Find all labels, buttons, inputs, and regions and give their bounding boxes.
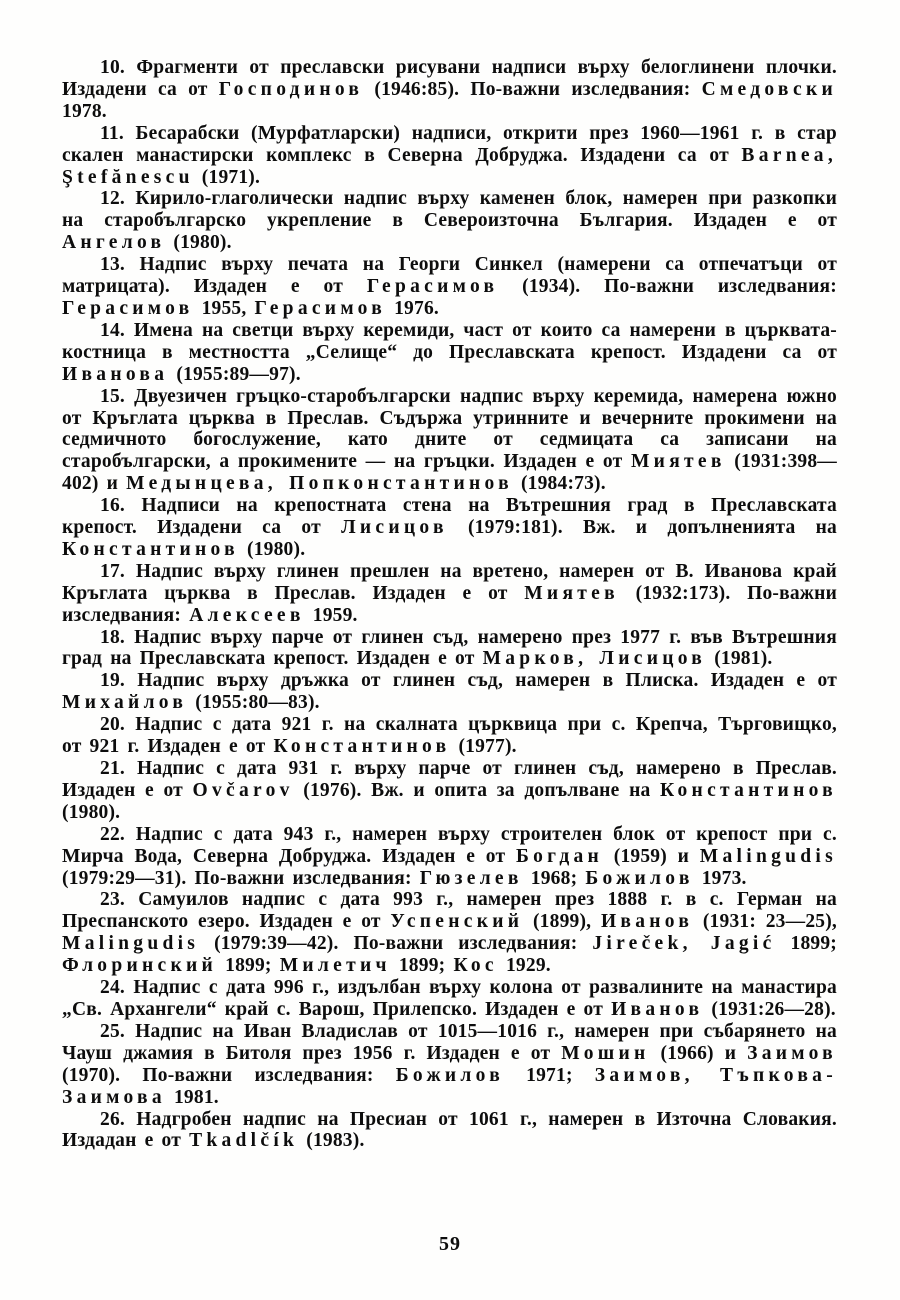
entry-text: (1980). — [238, 538, 306, 560]
entry-text: Надпис с дата 943 г., намерен върху строителен блок от крепост при с. Мирча Вода, Северна Добруджа. Издаден е от — [62, 823, 837, 867]
entry-number: 11. — [100, 122, 136, 144]
bibliography-entry — [62, 889, 837, 977]
author-name: Гюзелев — [419, 867, 523, 889]
entry-text: (1979:181). Вж. и допълненията на — [447, 517, 837, 539]
bibliography-entry — [62, 57, 837, 123]
entry-text: Надпис върху парче от глинен съд, намерено през 1977 г. във Вътрешния град на Преславската крепост. Издаден е от — [62, 626, 837, 670]
entry-text: Надгробен надпис на Пресиан от 1061 г., намерен в Източна Словакия. Издадан е от — [62, 1108, 837, 1152]
entry-text: (1984:73). — [512, 473, 606, 495]
entry-text: Самуилов надпис с дата 993 г., намерен през 1888 г. в с. Герман на Преспанското езеро. Издаден е от — [62, 889, 837, 933]
entry-text: (1976). Вж. и опита за допълване на — [293, 779, 661, 801]
author-name: Malingudis — [62, 933, 200, 955]
author-name: Герасимов — [254, 297, 387, 319]
author-name: Кос — [453, 955, 498, 977]
entry-text: Надписи на крепостната стена на Вътрешния град в Преславската крепост. Издадени са от — [62, 495, 837, 539]
entry-text: Надпис върху глинен прешлен на вретено, намерен от В. Иванова край Кръглата църква в Преслав. Издаден е от — [62, 560, 837, 604]
bibliography-entry — [62, 320, 837, 386]
entry-number: 15. — [100, 385, 135, 407]
entry-number: 21. — [100, 758, 138, 779]
bibliography-entry — [62, 495, 837, 561]
author-name: Милетич — [279, 955, 391, 977]
author-name: Божилов — [395, 1064, 505, 1086]
entry-number: 25. — [100, 1020, 136, 1042]
author-name: Barnea, Ştefănescu — [62, 144, 837, 188]
author-name: Jireček, Jagić — [592, 933, 776, 955]
author-name: Флоринский — [62, 955, 218, 977]
bibliography-entry — [62, 1021, 837, 1109]
author-name: Марков, Лисицов — [482, 648, 707, 670]
entry-text: (1934). По-важни изследвания: — [498, 276, 837, 298]
author-name: Иванова — [62, 363, 169, 385]
author-name: Господинов — [218, 78, 364, 100]
author-name: Герасимов — [366, 276, 499, 298]
entry-text: Надпис с дата 921 г. на скалната църквица при с. Крепча, Търговищко, от 921 г. Издаден е от — [62, 714, 837, 758]
bibliography-entry — [62, 714, 837, 758]
entry-text: 1981. — [165, 1086, 219, 1108]
entry-text: 1976. — [386, 297, 439, 319]
entry-text: (1981). — [706, 648, 773, 670]
entry-number: 16. — [100, 495, 142, 517]
entry-text: 1973. — [693, 867, 747, 889]
entry-text: (1955:80—83). — [187, 692, 320, 714]
author-name: Константинов — [62, 538, 239, 560]
author-name: Успенский — [390, 911, 524, 933]
entry-text: Двуезичен гръцко-старобългарски надпис върху керемида, намерена южно от Кръглата църква в Преслав. Съдържа утринните и вечерните прокимени на седмичното богослужение, като дните от седмицата са записани на старобългарски, а прокимените — на гръцки. Издаден е от — [62, 385, 837, 473]
entry-text: (1959) и — [603, 845, 700, 867]
entry-number: 17. — [100, 560, 136, 582]
entry-text: Бесарабски (Мурфатларски) надписи, открити през 1960—1961 г. в стар скален манастирски комплекс в Северна Добруджа. Издадени са от — [62, 122, 837, 166]
entry-text: (1931:26—28). — [703, 998, 836, 1020]
entry-text: (1955:89—97). — [168, 363, 301, 385]
entry-text: (1899), — [523, 911, 601, 933]
bibliography-list — [62, 57, 837, 1152]
entry-text: 1978. — [62, 100, 107, 122]
entry-text: (1971). — [193, 166, 261, 188]
entry-text: (1931:398—402) и — [62, 451, 837, 495]
entry-text: Имена на светци върху керемиди, част от които са намерени в църквата-костница в местността „Селище“ до Преславската крепост. Издадени са от — [62, 319, 837, 363]
entry-text: (1970). По-важни изследвания: — [62, 1064, 396, 1086]
author-name: Герасимов — [62, 297, 194, 319]
entry-text: (1980). — [62, 801, 121, 823]
entry-text: 1955, — [193, 297, 255, 319]
author-name: Божилов — [585, 867, 694, 889]
entry-text: 1959. — [304, 604, 358, 626]
bibliography-entry — [62, 670, 837, 714]
bibliography-entry — [62, 627, 837, 671]
bibliography-entry — [62, 386, 837, 496]
entry-text: (1946:85). По-важни изследвания: — [363, 78, 702, 100]
entry-number: 26. — [100, 1108, 137, 1130]
author-name: Михайлов — [62, 692, 188, 714]
author-name: Мошин — [561, 1042, 650, 1064]
entry-text: 1968; — [522, 867, 586, 889]
bibliography-entry — [62, 188, 837, 254]
entry-number: 12. — [100, 188, 136, 210]
author-name: Константинов — [660, 779, 837, 801]
entry-text: (1931: 23—25), — [693, 911, 837, 933]
entry-number: 10. — [100, 57, 137, 78]
author-name: Богдан — [515, 845, 604, 867]
author-name: Ovčarov — [192, 779, 294, 801]
entry-text: (1932:173). По-важни изследвания: — [62, 582, 838, 626]
entry-text: (1979:29—31). По-важни изследвания: — [62, 867, 420, 889]
entry-text: (1966) и — [649, 1042, 748, 1064]
entry-text: Надпис с дата 996 г., издълбан върху колона от развалините на манастира „Св. Архангели“ край с. Варош, Прилепско. Издаден е от — [62, 977, 837, 1020]
entry-text: (1977). — [450, 736, 517, 758]
author-name: Алексеев — [189, 604, 305, 626]
author-name: Иванов — [600, 911, 694, 933]
entry-number: 20. — [100, 714, 136, 736]
entry-number: 19. — [100, 670, 138, 692]
entry-number: 24. — [100, 977, 134, 999]
author-name: Заимов — [747, 1042, 837, 1064]
bibliography-entry — [62, 824, 837, 890]
entry-text: 1929. — [497, 955, 551, 977]
author-name: Смедовски — [701, 78, 837, 100]
author-name: Миятев — [524, 582, 619, 604]
entry-text: 1971; — [504, 1064, 595, 1086]
author-name: Лисицов — [341, 517, 448, 539]
bibliography-entry — [62, 977, 837, 1021]
author-name: Медынцева, Попконстантинов — [126, 473, 513, 495]
entry-text: Надпис върху печата на Георги Синкел (намерени са отпечатъци от матрицата). Издаден е от — [62, 254, 837, 298]
bibliography-entry — [62, 123, 837, 189]
entry-text: Надпис с дата 931 г. върху парче от глинен съд, намерено в Преслав. Издаден е от — [62, 758, 837, 801]
entry-number: 23. — [100, 889, 139, 911]
entry-text: Фрагменти от преславски рисувани надписи върху белоглинени плочки. Издадени са от — [62, 57, 837, 100]
entry-text: 1899; — [217, 955, 280, 977]
entry-number: 14. — [100, 319, 134, 341]
bibliography-entry — [62, 254, 837, 320]
author-name: Заимов, Тъпкова-Заимова — [62, 1064, 837, 1108]
entry-text: (1979:39—42). По-важни изследвания: — [199, 933, 593, 955]
entry-text: (1980). — [165, 232, 232, 254]
bibliography-entry — [62, 1109, 837, 1153]
entry-number: 13. — [100, 254, 140, 276]
entry-text: (1983). — [298, 1130, 365, 1152]
author-name: Миятев — [630, 451, 726, 473]
entry-text: Кирило-глаголически надпис върху каменен блок, намерен при разкопки на старобългарско укрепление в Североизточна България. Издаден е от — [62, 188, 837, 232]
entry-text: 1899; — [390, 955, 454, 977]
author-name: Константинов — [273, 736, 451, 758]
entry-text: 1899; — [775, 933, 837, 955]
page-number: 59 — [439, 1233, 461, 1255]
author-name: Ангелов — [62, 232, 166, 254]
entry-text: Надпис върху дръжка от глинен съд, намерен в Плиска. Издаден е от — [137, 670, 837, 692]
entry-text: Надпис на Иван Владислав от 1015—1016 г., намерен при събарянето на Чауш джамия в Битоля през 1956 г. Издаден е от — [62, 1020, 837, 1064]
author-name: Иванов — [611, 998, 704, 1020]
bibliography-entry — [62, 758, 837, 824]
author-name: Malingudis — [699, 845, 837, 867]
entry-number: 22. — [100, 823, 136, 845]
author-name: Tkadlčík — [189, 1130, 299, 1152]
entry-number: 18. — [100, 626, 135, 648]
bibliography-entry — [62, 561, 837, 627]
